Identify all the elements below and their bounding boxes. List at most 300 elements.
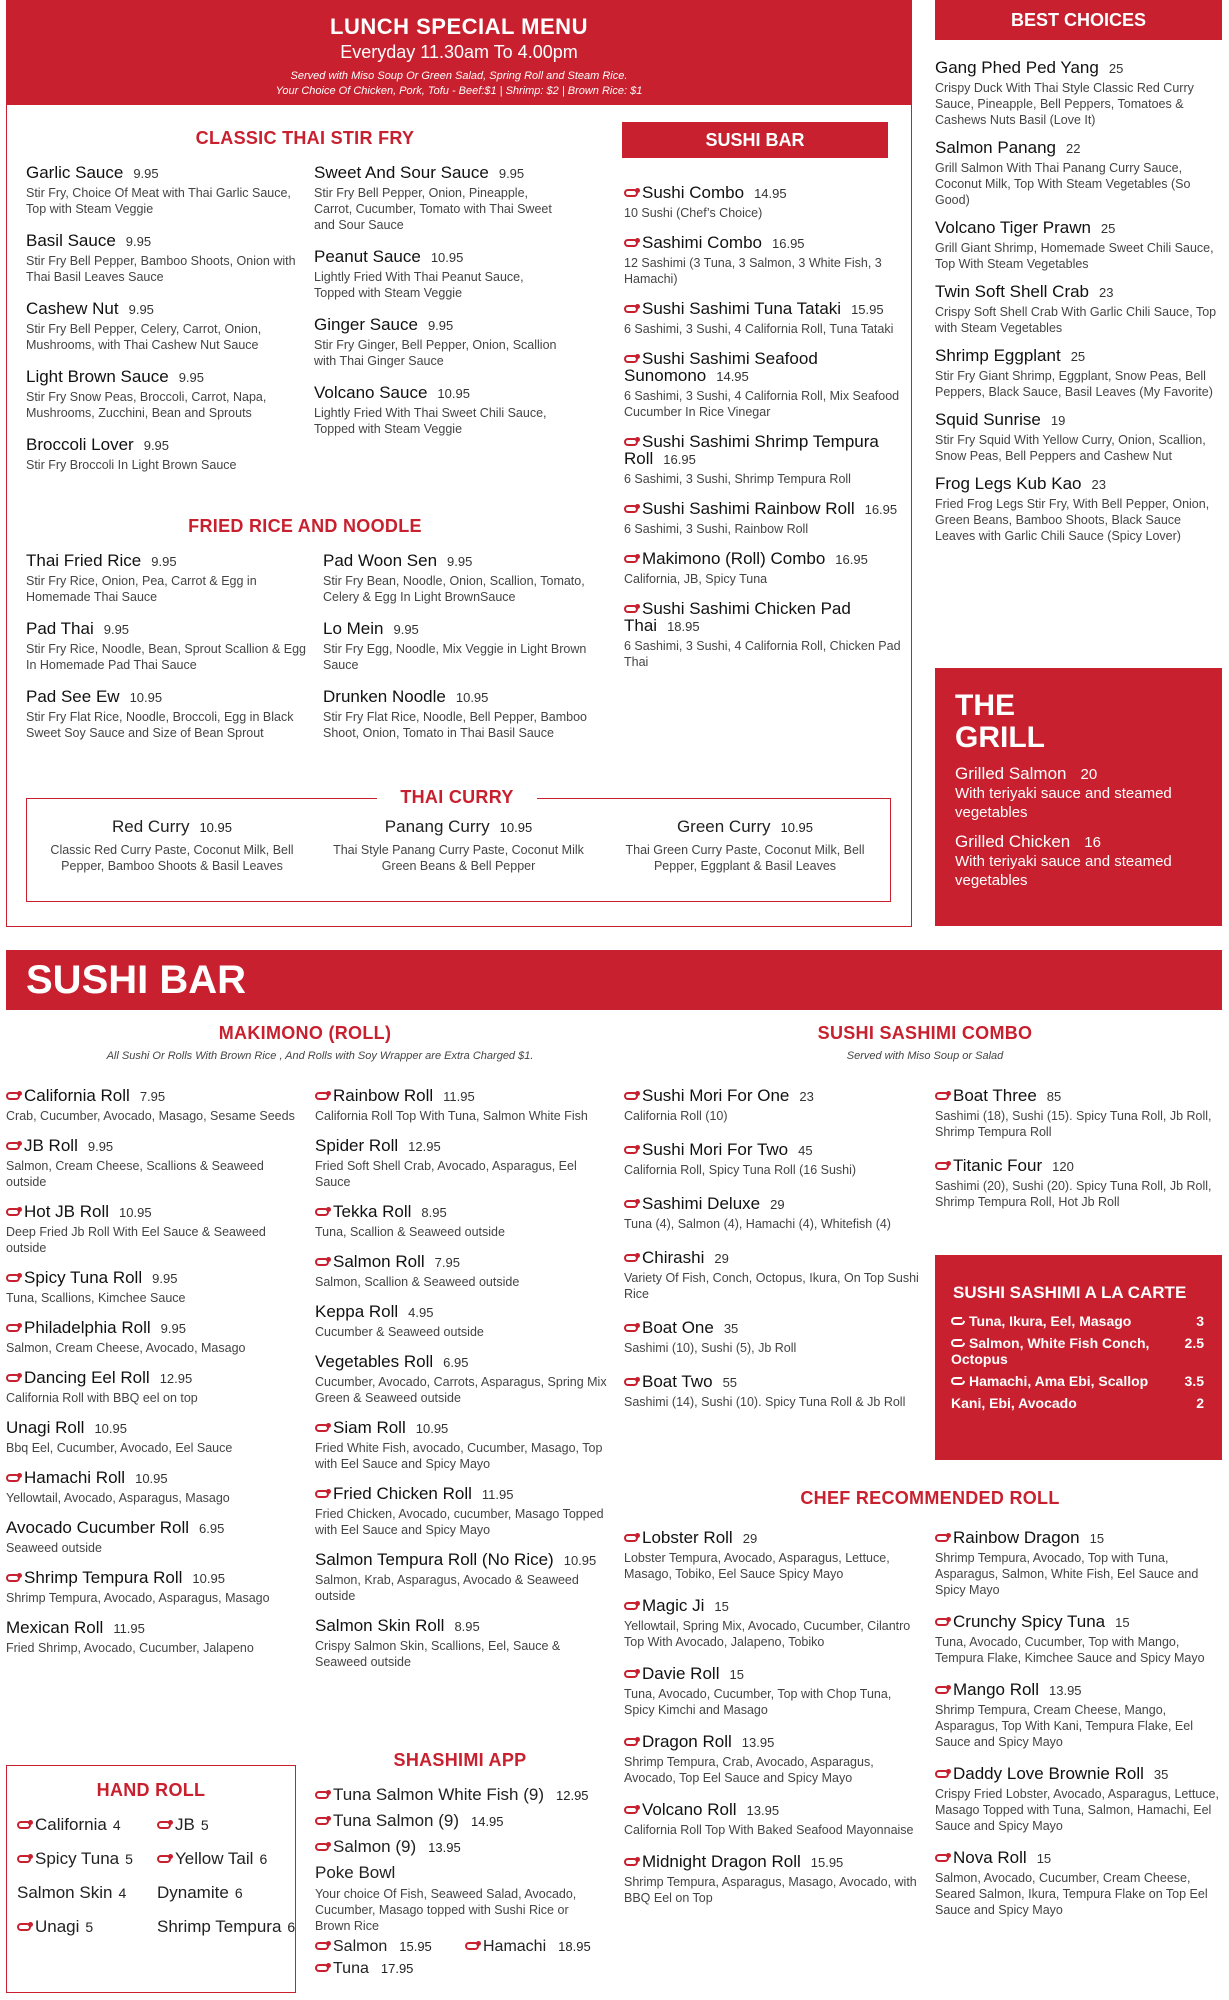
item-desc: Seaweed outside	[6, 1541, 102, 1555]
item-desc: Shrimp Tempura, Avocado, Asparagus, Masago	[6, 1591, 270, 1605]
item-name: Crunchy Spicy Tuna	[953, 1612, 1106, 1631]
item-price: 15	[729, 1667, 744, 1682]
item-name: JB	[175, 1815, 195, 1834]
menu-item	[315, 1138, 615, 1190]
menu-item	[6, 1088, 306, 1124]
item-desc: California, JB, Spicy Tuna	[624, 572, 768, 586]
shashimi-item	[315, 1811, 615, 1831]
hand-roll-item	[157, 1917, 297, 1937]
menu-item	[6, 1470, 306, 1506]
item-name: Philadelphia Roll	[24, 1318, 151, 1337]
item-desc: Sashimi (10), Sushi (5), Jb Roll	[624, 1341, 797, 1355]
item-name: Salmon Skin	[17, 1883, 113, 1902]
item-name: Chirashi	[642, 1248, 705, 1267]
item-price: 11.95	[443, 1089, 475, 1104]
roll-icon	[315, 1791, 329, 1799]
menu-item	[935, 1158, 1222, 1210]
shashimi-item	[315, 1785, 615, 1805]
roll-icon	[624, 1324, 638, 1332]
item-desc: 10 Sushi (Chef’s Choice)	[624, 206, 763, 220]
roll-icon	[624, 239, 638, 247]
menu-item	[6, 1204, 306, 1256]
item-price: 23	[1099, 285, 1114, 300]
item-desc: Shrimp Tempura, Crab, Avocado, Asparagus, Avocado, Top Eel Sauce and Spicy Mayo	[624, 1755, 874, 1785]
hand-roll-item	[157, 1849, 297, 1869]
item-price: 12.95	[556, 1788, 589, 1803]
item-price: 16.95	[835, 552, 868, 567]
item-price: 9.95	[447, 554, 473, 569]
chef-title: CHEF RECOMMENDED ROLL	[800, 1488, 1060, 1508]
item-price: 9.95	[128, 302, 154, 317]
item-price: 10.95	[455, 690, 489, 705]
item-price: 2	[1196, 1395, 1204, 1411]
roll-icon	[315, 1424, 329, 1432]
item-desc: Grill Giant Shrimp, Homemade Sweet Chili Sauce, Top With Steam Vegetables	[935, 241, 1214, 271]
item-price: 29	[770, 1197, 785, 1212]
item-price: 9.95	[151, 554, 177, 569]
item-price: 9.95	[498, 166, 525, 181]
item-name: Gang Phed Ped Yang	[935, 58, 1099, 77]
item-price: 13.95	[746, 1803, 780, 1818]
item-name: Drunken Noodle	[323, 687, 446, 706]
item-name: Grilled Salmon	[955, 764, 1067, 783]
item-price: 2.5	[1184, 1335, 1204, 1351]
item-price: 4.95	[408, 1305, 434, 1320]
item-desc: Grill Salmon With Thai Panang Curry Sauce, Coconut Milk, Top With Steam Vegetables (So Good)	[935, 161, 1191, 207]
item-price: 25	[1100, 221, 1116, 236]
item-price: 13.95	[428, 1840, 461, 1855]
item-price: 5	[125, 1851, 133, 1867]
roll-icon	[17, 1821, 31, 1829]
item-price: 10.95	[135, 1471, 168, 1486]
menu-item	[935, 140, 1222, 208]
item-price: 10.95	[119, 1205, 152, 1220]
menu-item	[935, 1088, 1222, 1140]
item-desc: Tuna (4), Salmon (4), Hamachi (4), Whitefish (4)	[624, 1217, 891, 1231]
roll-icon	[624, 438, 638, 446]
roll-icon	[624, 1254, 638, 1262]
item-name: Sushi Sashimi Chicken Pad Thai	[624, 599, 851, 635]
item-desc: Stir Fry, Choice Of Meat with Thai Garlic Sauce, Top with Steam Veggie	[26, 186, 291, 216]
item-desc: Lobster Tempura, Avocado, Asparagus, Lettuce, Masago, Tobiko, Eel Sauce Spicy Mayo	[624, 1551, 890, 1581]
item-name: Peanut Sauce	[314, 247, 421, 266]
chef-col-1	[624, 1530, 919, 1922]
item-price: 5	[85, 1919, 94, 1935]
item-name: Vegetables Roll	[315, 1352, 434, 1371]
roll-icon	[315, 1092, 329, 1100]
hand-roll-grid	[7, 1815, 295, 1937]
menu-item	[315, 1354, 615, 1406]
item-name: Lo Mein	[323, 619, 384, 638]
menu-item	[6, 1138, 306, 1190]
combo-note: Served with Miso Soup or Salad	[846, 1050, 1004, 1062]
item-name: Boat Three	[953, 1086, 1037, 1105]
roll-icon	[624, 189, 638, 197]
item-desc: Shrimp Tempura, Asparagus, Masago, Avocado, with BBQ Eel on Top	[624, 1875, 917, 1905]
roll-icon	[6, 1574, 20, 1582]
menu-item	[935, 1850, 1222, 1918]
item-name: Magic Ji	[642, 1596, 705, 1615]
roll-icon	[6, 1142, 20, 1150]
item-name: Ginger Sauce	[314, 315, 418, 334]
item-name: Cashew Nut	[26, 299, 119, 318]
item-desc: 12 Sashimi (3 Tuna, 3 Salmon, 3 White Fish, 3 Hamachi)	[624, 256, 882, 286]
item-price: 6	[287, 1919, 296, 1935]
stirfry-title: CLASSIC THAI STIR FRY	[195, 128, 415, 148]
item-name: JB Roll	[24, 1136, 78, 1155]
item-price: 9.95	[133, 166, 159, 181]
item-price: 9.95	[143, 438, 170, 453]
menu-item	[935, 1530, 1222, 1598]
curry-item	[610, 819, 880, 874]
item-desc: Stir Fry Bean, Noodle, Onion, Scallion, Tomato, Celery & Egg In Light BrownSauce	[323, 574, 585, 604]
menu-item	[323, 553, 603, 605]
item-price: 18.95	[667, 619, 700, 634]
item-price: 19	[1050, 413, 1066, 428]
roll-icon	[315, 1208, 329, 1216]
menu-item	[6, 1270, 306, 1306]
item-name: Tuna Salmon (9)	[333, 1811, 459, 1830]
item-desc: Shrimp Tempura, Avocado, Top with Tuna, Asparagus, Salmon, White Fish, Eel Sauce and Spicy Mayo	[935, 1551, 1199, 1597]
item-price: 12.95	[159, 1371, 193, 1386]
item-desc: Stir Fry Bell Pepper, Celery, Carrot, Onion, Mushrooms, with Thai Cashew Nut Sauce	[26, 322, 262, 352]
item-price: 9.95	[393, 622, 419, 637]
item-price: 14.95	[470, 1814, 504, 1829]
item-name: Boat Two	[642, 1372, 713, 1391]
item-price: 7.95	[139, 1089, 166, 1104]
curry-items	[27, 799, 890, 874]
item-name: Davie Roll	[642, 1664, 720, 1683]
item-price: 9.95	[178, 370, 205, 385]
curry-box	[26, 787, 891, 902]
roll-icon	[935, 1770, 949, 1778]
grill-item	[955, 764, 1195, 822]
item-desc: Lightly Fried With Thai Sweet Chili Sauce, Topped with Steam Veggie	[314, 406, 547, 436]
hand-roll-item	[157, 1815, 297, 1835]
item-desc: Tuna, Scallions, Kimchee Sauce	[6, 1291, 186, 1305]
item-desc: Cucumber, Avocado, Carrots, Asparagus, Spring Mix Green & Seaweed outside	[315, 1375, 607, 1405]
carte-title: SUSHI SASHIMI A LA CARTE	[953, 1283, 1187, 1302]
menu-item	[935, 1766, 1222, 1834]
item-price: 10.95	[563, 1553, 597, 1568]
item-desc: Stir Fry Squid With Yellow Curry, Onion, Scallion, Snow Peas, Bell Peppers and Cashew Nut	[935, 433, 1206, 463]
item-price: 15	[1089, 1531, 1105, 1546]
item-price: 10.95	[129, 690, 163, 705]
item-name: Tuna, Ikura, Eel, Masago	[969, 1313, 1132, 1329]
item-name: Salmon Panang	[935, 138, 1056, 157]
menu-item	[323, 689, 603, 741]
item-desc: Tuna, Avocado, Cucumber, Top with Chop Tuna, Spicy Kimchi and Masago	[624, 1687, 892, 1717]
item-name: Sashimi Deluxe	[642, 1194, 761, 1213]
roll-icon	[951, 1317, 965, 1325]
item-name: Hamachi	[483, 1938, 547, 1955]
roll-icon	[935, 1534, 949, 1542]
item-price: 16.95	[663, 452, 696, 467]
grill-title-2: GRILL	[955, 721, 1045, 754]
item-desc: 6 Sashimi, 3 Sushi, Shrimp Tempura Roll	[624, 472, 851, 486]
menu-item	[935, 476, 1222, 544]
item-name: Tekka Roll	[333, 1202, 412, 1221]
maki-title: MAKIMONO (ROLL)	[218, 1023, 392, 1043]
item-name: Light Brown Sauce	[26, 367, 169, 386]
item-price: 25	[1108, 61, 1124, 76]
item-name: Thai Fried Rice	[26, 551, 142, 570]
item-price: 6.95	[443, 1355, 469, 1370]
hand-roll-title: HAND ROLL	[96, 1780, 206, 1800]
lunch-hours: Everyday 11.30am To 4.00pm	[340, 42, 578, 62]
menu-item	[935, 60, 1222, 128]
item-desc: Stir Fry Egg, Noodle, Mix Veggie in Light Brown Sauce	[323, 642, 587, 672]
item-name: Boat One	[642, 1318, 714, 1337]
roll-icon	[935, 1162, 949, 1170]
roll-icon	[935, 1092, 949, 1100]
carte-panel	[935, 1255, 1222, 1460]
item-price: 7.95	[434, 1255, 460, 1270]
item-price: 16.95	[772, 236, 805, 251]
item-price: 16.95	[864, 502, 898, 517]
item-desc: Sashimi (14), Sushi (10). Spicy Tuna Roll & Jb Roll	[624, 1395, 906, 1409]
menu-item	[935, 412, 1222, 464]
item-desc: Stir Fry Bell Pepper, Bamboo Shoots, Onion with Thai Basil Leaves Sauce	[26, 254, 296, 284]
menu-item	[26, 689, 306, 741]
item-name: Mexican Roll	[6, 1618, 104, 1637]
item-price: 9.95	[87, 1139, 114, 1154]
item-desc: Fried Chicken, Avocado, cucumber, Masago Topped with Eel Sauce and Spicy Mayo	[315, 1507, 604, 1537]
menu-item	[624, 1196, 919, 1232]
item-desc: Deep Fried Jb Roll With Eel Sauce & Seaweed outside	[6, 1225, 266, 1255]
menu-item	[6, 1420, 306, 1456]
item-name: Sushi Sashimi Rainbow Roll	[642, 499, 855, 518]
item-desc: Crab, Cucumber, Avocado, Masago, Sesame Seeds	[6, 1109, 295, 1123]
item-name: Squid Sunrise	[935, 410, 1041, 429]
menu-item	[624, 1598, 919, 1650]
menu-item	[624, 301, 904, 337]
item-desc: With teriyaki sauce and steamed vegetables	[955, 853, 1172, 889]
item-price: 6	[259, 1851, 268, 1867]
item-desc: Shrimp Tempura, Cream Cheese, Mango, Asparagus, Top With Kani, Tempura Flake, Eel Sauce and Spicy Mayo	[935, 1703, 1194, 1749]
item-name: Basil Sauce	[26, 231, 116, 250]
menu-item	[624, 1088, 919, 1124]
item-price: 12.95	[408, 1139, 441, 1154]
roll-icon	[315, 1964, 329, 1972]
roll-icon	[935, 1618, 949, 1626]
roll-icon	[6, 1208, 20, 1216]
item-price: 10.95	[780, 820, 814, 835]
item-name: Panang Curry	[384, 817, 490, 836]
stirfry-left-col	[26, 165, 306, 489]
maki-note: All Sushi Or Rolls With Brown Rice , And Rolls with Soy Wrapper are Extra Charged $1.	[106, 1050, 534, 1062]
carte-rows	[935, 1313, 1222, 1411]
item-price: 16	[1084, 834, 1101, 851]
item-name: Shrimp Eggplant	[935, 346, 1061, 365]
roll-icon	[624, 505, 638, 513]
item-price: 11.95	[481, 1487, 514, 1502]
roll-icon	[951, 1339, 965, 1347]
hand-roll-item	[17, 1815, 157, 1835]
item-name: California Roll	[24, 1086, 130, 1105]
menu-item	[624, 501, 904, 537]
friedrice-right-col	[323, 553, 603, 757]
item-name: Pad See Ew	[26, 687, 120, 706]
menu-item	[314, 165, 564, 233]
item-name: Green Curry	[676, 817, 771, 836]
combo-title: SUSHI SASHIMI COMBO	[817, 1023, 1033, 1043]
roll-icon	[6, 1324, 20, 1332]
maki-col-1	[6, 1088, 306, 1670]
menu-item	[624, 1802, 919, 1838]
item-desc: Stir Fry Bell Pepper, Onion, Pineapple, Carrot, Cucumber, Tomato with Thai Sweet and Sour Sauce	[314, 186, 552, 232]
item-name: Kani, Ebi, Avocado	[951, 1395, 1077, 1411]
roll-icon	[624, 555, 638, 563]
item-desc: Yellowtail, Avocado, Asparagus, Masago	[6, 1491, 230, 1505]
item-desc: Stir Fry Flat Rice, Noodle, Broccoli, Egg in Black Sweet Soy Sauce and Size of Bean Sprout	[26, 710, 294, 740]
menu-item	[315, 1088, 615, 1124]
item-name: Sushi Mori For One	[642, 1086, 790, 1105]
poke-option	[315, 1938, 465, 1956]
item-price: 6.95	[199, 1521, 225, 1536]
item-desc: Thai Green Curry Paste, Coconut Milk, Bell Pepper, Eggplant & Basil Leaves	[625, 843, 865, 873]
menu-item	[315, 1420, 615, 1472]
menu-item	[6, 1570, 306, 1606]
menu-item	[935, 348, 1222, 400]
menu-item	[624, 1734, 919, 1786]
item-desc: Stir Fry Broccoli In Light Brown Sauce	[26, 458, 237, 472]
item-desc: Stir Fry Giant Shrimp, Eggplant, Snow Peas, Bell Peppers, Black Sauce, Basil Leaves (My Favorite)	[935, 369, 1213, 399]
item-desc: Stir Fry Snow Peas, Broccoli, Carrot, Napa, Mushrooms, Zucchini, Bean and Sprouts	[26, 390, 267, 420]
item-name: Tuna Salmon White Fish (9)	[333, 1785, 544, 1804]
item-name: Tuna	[333, 1960, 369, 1977]
item-name: Unagi	[35, 1917, 80, 1936]
roll-icon	[624, 605, 638, 613]
lunch-sushi-header: SUSHI BAR	[622, 122, 888, 158]
item-desc: Sashimi (20), Sushi (20). Spicy Tuna Roll, Jb Roll, Shrimp Tempura Roll, Hot Jb Roll	[935, 1179, 1212, 1209]
menu-item	[624, 434, 904, 487]
roll-icon	[624, 1670, 638, 1678]
item-desc: Stir Fry Rice, Onion, Pea, Carrot & Egg in Homemade Thai Sauce	[26, 574, 257, 604]
item-price: 9.95	[160, 1321, 186, 1336]
menu-item	[26, 233, 306, 285]
menu-item	[323, 621, 603, 673]
item-desc: Variety Of Fish, Conch, Octopus, Ikura, On Top Sushi Rice	[624, 1271, 919, 1301]
item-name: Salmon	[333, 1938, 388, 1955]
item-desc: Salmon, Krab, Asparagus, Avocado & Seaweed outside	[315, 1573, 579, 1603]
menu-item	[6, 1370, 306, 1406]
menu-item	[26, 553, 306, 605]
item-price: 10.95	[437, 386, 470, 401]
item-price: 4	[118, 1885, 127, 1901]
menu-item	[314, 317, 564, 369]
item-desc: Cucumber & Seaweed outside	[315, 1325, 484, 1339]
shashimi-title: SHASHIMI APP	[393, 1750, 527, 1770]
menu-item	[26, 301, 306, 353]
item-name: Shrimp Tempura Roll	[24, 1568, 183, 1587]
carte-row	[935, 1373, 1222, 1389]
roll-icon	[935, 1854, 949, 1862]
roll-icon	[465, 1942, 479, 1950]
item-name: Sushi Sashimi Seafood Sunomono	[624, 349, 818, 385]
item-name: Siam Roll	[333, 1418, 406, 1437]
item-price: 29	[714, 1251, 729, 1266]
roll-icon	[315, 1490, 329, 1498]
item-desc: Fried Frog Legs Stir Fry, With Bell Pepper, Onion, Green Beans, Bamboo Shoots, Black Sauce Leaves with Garlic Chili Sauce (Spicy Lover)	[935, 497, 1210, 543]
item-name: Sashimi Combo	[642, 233, 762, 252]
roll-icon	[624, 1200, 638, 1208]
item-desc: California Roll Top With Baked Seafood Mayonnaise	[624, 1823, 914, 1837]
item-name: Garlic Sauce	[26, 163, 124, 182]
item-name: Twin Soft Shell Crab	[935, 282, 1090, 301]
carte-row	[935, 1395, 1222, 1411]
item-price: 10.95	[499, 820, 533, 835]
item-name: Fried Chicken Roll	[333, 1484, 472, 1503]
item-name: Hamachi, Ama Ebi, Scallop	[969, 1373, 1149, 1389]
item-price: 3.5	[1184, 1373, 1204, 1389]
poke-option	[465, 1938, 615, 1956]
item-desc: Fried Soft Shell Crab, Avocado, Asparagus, Eel Sauce	[315, 1159, 577, 1189]
item-price: 35	[723, 1321, 739, 1336]
item-name: Unagi Roll	[6, 1418, 85, 1437]
item-price: 10.95	[192, 1571, 225, 1586]
item-desc: California Roll (10)	[624, 1109, 728, 1123]
item-price: 17.95	[380, 1961, 414, 1976]
menu-item	[624, 1142, 919, 1178]
item-name: Sweet And Sour Sauce	[314, 163, 489, 182]
menu-item	[935, 1682, 1222, 1750]
menu-item	[26, 369, 306, 421]
item-price: 15.95	[851, 302, 884, 317]
item-price: 4	[112, 1817, 121, 1833]
item-name: Salmon (9)	[333, 1837, 417, 1856]
item-price: 5	[200, 1817, 209, 1833]
lunch-sushi-list	[624, 185, 904, 684]
item-desc: Salmon, Scallion & Seaweed outside	[315, 1275, 520, 1289]
item-desc: Yellowtail, Spring Mix, Avocado, Cucumber, Cilantro Top With Avocado, Jalapeno, Tobiko	[624, 1619, 911, 1649]
item-price: 15	[1036, 1851, 1052, 1866]
item-name: Rainbow Dragon	[953, 1528, 1080, 1547]
menu-item	[314, 249, 564, 301]
menu-item	[624, 1374, 919, 1410]
item-price: 20	[1080, 766, 1098, 783]
menu-item	[624, 351, 904, 420]
menu-item	[6, 1520, 306, 1556]
poke-name: Poke Bowl	[315, 1863, 396, 1882]
item-name: Salmon Skin Roll	[315, 1616, 445, 1635]
item-price: 120	[1052, 1159, 1074, 1174]
item-desc: Stir Fry Ginger, Bell Pepper, Onion, Scallion with Thai Ginger Sauce	[314, 338, 557, 368]
lunch-title: LUNCH SPECIAL MENU	[330, 14, 588, 39]
grill-items	[955, 764, 1222, 890]
item-price: 18.95	[558, 1939, 591, 1954]
item-price: 29	[742, 1531, 758, 1546]
item-price: 15	[714, 1599, 729, 1614]
menu-item	[624, 1250, 919, 1302]
hand-roll-item	[157, 1883, 297, 1903]
roll-icon	[315, 1817, 329, 1825]
item-price: 22	[1065, 141, 1081, 156]
carte-row	[935, 1335, 1222, 1367]
menu-item	[315, 1552, 615, 1604]
item-name: Daddy Love Brownie Roll	[953, 1764, 1144, 1783]
menu-item	[6, 1620, 306, 1656]
item-name: Yellow Tail	[175, 1849, 254, 1868]
hand-roll-item	[17, 1849, 157, 1869]
item-name: Salmon, White Fish Conch, Octopus	[951, 1335, 1150, 1367]
menu-item	[315, 1486, 615, 1538]
item-desc: California Roll, Spicy Tuna Roll (16 Sushi)	[624, 1163, 857, 1177]
roll-icon	[315, 1843, 329, 1851]
item-desc: With teriyaki sauce and steamed vegetables	[955, 785, 1172, 821]
item-desc: Crispy Salmon Skin, Scallions, Eel, Sauce & Seaweed outside	[315, 1639, 561, 1669]
shashimi-list	[315, 1785, 615, 1978]
